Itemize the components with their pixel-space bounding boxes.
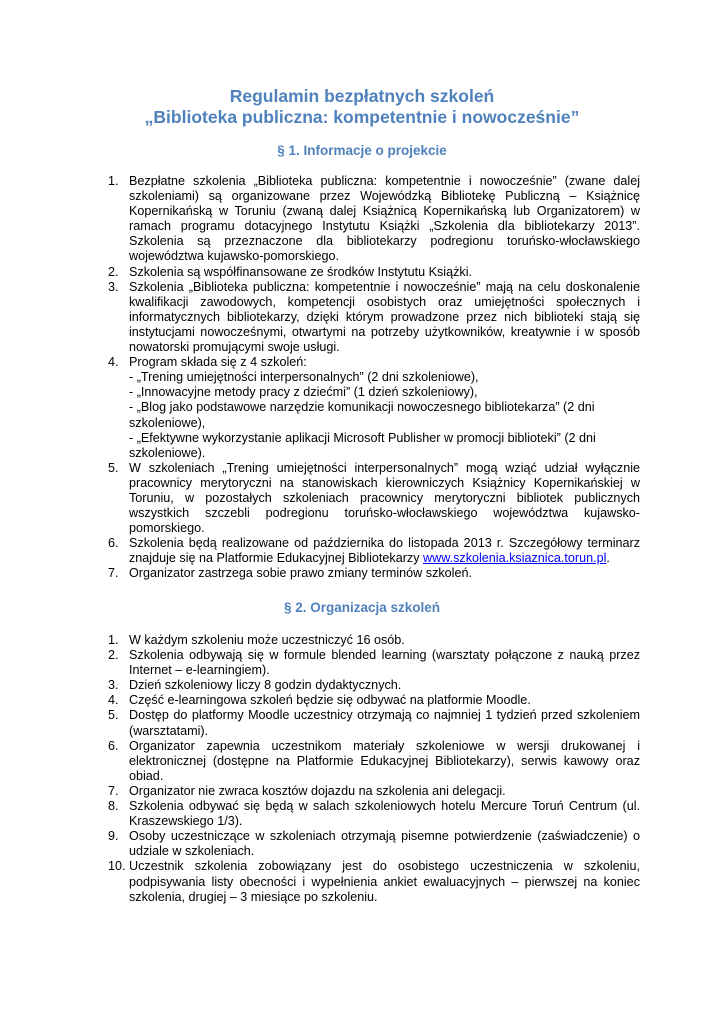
item-text: Szkolenia będą realizowane od października do listopada 2013 r. Szczegółowy terminarz znajduje się na Platformie Edukacyjnej Bibliotekarzy: [129, 536, 640, 566]
list-item: [108, 355, 640, 461]
title-line-1: Regulamin bezpłatnych szkoleń: [229, 86, 495, 106]
list-item: [108, 280, 640, 355]
item-text: Organizator nie zwraca kosztów dojazdu na szkolenia ani delegacji.: [129, 783, 506, 798]
section-1-list: [108, 174, 640, 582]
item-number: 2.: [108, 264, 119, 279]
item-number: 2.: [108, 648, 119, 663]
program-entry: - „Efektywne wykorzystanie aplikacji Microsoft Publisher w promocji biblioteki” (2 dni szkoleniowe).: [129, 430, 596, 460]
item-text: Organizator zapewnia uczestnikom materiały szkoleniowe w wersji drukowanej i elektronicznej (dostępne na Platformie Edukacyjnej Bibliotekarzy), serwis kawowy oraz obiad.: [129, 738, 640, 783]
item-text: Szkolenia odbywają się w formule blended learning (warsztaty połączone z nauką przez Internet – e-learningiem).: [129, 648, 640, 678]
item-text: Program składa się z 4 szkoleń:: [129, 355, 307, 370]
program-entry: - „Blog jako podstawowe narzędzie komunikacji nowoczesnego bibliotekarza” (2 dni szkoleniowe),: [129, 400, 595, 430]
item-text: Organizator zastrzega sobie prawo zmiany terminów szkoleń.: [129, 566, 472, 581]
item-number: 8.: [108, 799, 119, 814]
list-item: [108, 678, 640, 693]
list-item: [108, 708, 640, 738]
item-text: Uczestnik szkolenia zobowiązany jest do osobistego uczestniczenia w szkoleniu, podpisywania listy obecności i wypełnienia ankiet ewaluacyjnych – pierwszej na koniec szkolenia, drugiej – 3 miesiące po szkoleniu.: [129, 859, 640, 904]
item-number: 4.: [108, 693, 119, 708]
item-text: Szkolenia odbywać się będą w salach szkoleniowych hotelu Mercure Toruń Centrum (ul. Kraszewskiego 1/3).: [129, 799, 640, 829]
item-text: Bezpłatne szkolenia „Biblioteka publiczna: kompetentnie i nowocześnie” (zwane dalej szkoleniami) są organizowane przez Wojewódzką Bibliotekę Publiczną – Książnicę Kopernikańską w Toruniu (zwaną dalej Książnicą Kopernikańską lub Organizatorem) w ramach programu dotacyjnego Instytutu Książki „Szkolenia dla bibliotekarzy 2013”. Szkolenia są przeznaczone dla bibliotekarzy podregionu toruńsko-włocławskiego województwa kujawsko-pomorskiego.: [129, 174, 640, 264]
list-item: [108, 693, 640, 708]
list-item: [108, 648, 640, 678]
item-number: 7.: [108, 783, 119, 798]
item-number: 9.: [108, 829, 119, 844]
item-number: 1.: [108, 633, 119, 647]
item-number: 3.: [108, 279, 119, 294]
list-item: [108, 536, 640, 566]
item-number: 7.: [108, 566, 119, 581]
item-number: 5.: [108, 708, 119, 723]
item-number: 6.: [108, 536, 119, 551]
item-text: W każdym szkoleniu może uczestniczyć 16 osób.: [129, 633, 405, 647]
item-number: 10.: [108, 859, 126, 874]
item-number: 6.: [108, 738, 119, 753]
item-text: Szkolenia „Biblioteka publiczna: kompetentnie i nowocześnie” mają na celu doskonalenie kwalifikacji zawodowych, kompetencji osobistych oraz umiejętności społecznych i informatycznych bibliotekarzy, dzięki którym prowadzone przez nich biblioteki stają się instytucjami nowocześnymi, otwartymi na potrzeby użytkowników, kreatywnie i w sposób nowatorski promującymi swoje usługi.: [129, 279, 640, 355]
document-title: [0, 86, 724, 128]
item-number: 3.: [108, 678, 119, 693]
item-text-end: .: [606, 551, 610, 566]
item-text: Szkolenia są współfinansowane ze środków Instytutu Książki.: [129, 264, 473, 279]
item-number: 1.: [108, 174, 119, 188]
section-2-list: [108, 633, 640, 905]
list-item: [108, 265, 640, 280]
program-entry: - „Innowacyjne metody pracy z dziećmi” (1 dzień szkoleniowy),: [129, 385, 478, 400]
program-entry: - „Trening umiejętności interpersonalnych” (2 dni szkoleniowe),: [129, 370, 479, 385]
section-1-heading: § 1. Informacje o projekcie: [277, 143, 447, 158]
list-item: [108, 799, 640, 829]
item-text: Dostęp do platformy Moodle uczestnicy otrzymają co najmniej 1 tydzień przed szkoleniem (warsztatami).: [129, 708, 640, 738]
list-item: [108, 461, 640, 536]
platform-link[interactable]: www.szkolenia.ksiaznica.torun.pl: [423, 551, 607, 566]
list-item: [108, 829, 640, 859]
list-item: [108, 784, 640, 799]
item-number: 4.: [108, 355, 119, 370]
item-number: 5.: [108, 460, 119, 475]
section-2-heading: § 2. Organizacja szkoleń: [283, 600, 441, 615]
title-line-2: „Biblioteka publiczna: kompetentnie i nowocześnie”: [144, 107, 580, 127]
item-text: Dzień szkoleniowy liczy 8 godzin dydaktycznych.: [129, 678, 402, 693]
item-text: Część e-learningowa szkoleń będzie się odbywać na platformie Moodle.: [129, 693, 531, 708]
item-text: W szkoleniach „Trening umiejętności interpersonalnych” mogą wziąć udział wyłącznie pracownicy merytoryczni na stanowiskach kierowniczych Książnicy Kopernikańskiej w Toruniu, w pozostałych szkoleniach pracownicy merytoryczni bibliotek publicznych wszystkich szczebli podregionu toruńsko-włocławskiego województwa kujawsko-pomorskiego.: [129, 460, 640, 536]
list-item: [108, 739, 640, 784]
list-item: [108, 566, 640, 581]
list-item: [108, 174, 640, 265]
list-item: [108, 859, 640, 904]
item-text: Osoby uczestniczące w szkoleniach otrzymają pisemne potwierdzenie (zaświadczenie) o udziale w szkoleniach.: [129, 829, 640, 859]
list-item: [108, 633, 640, 648]
